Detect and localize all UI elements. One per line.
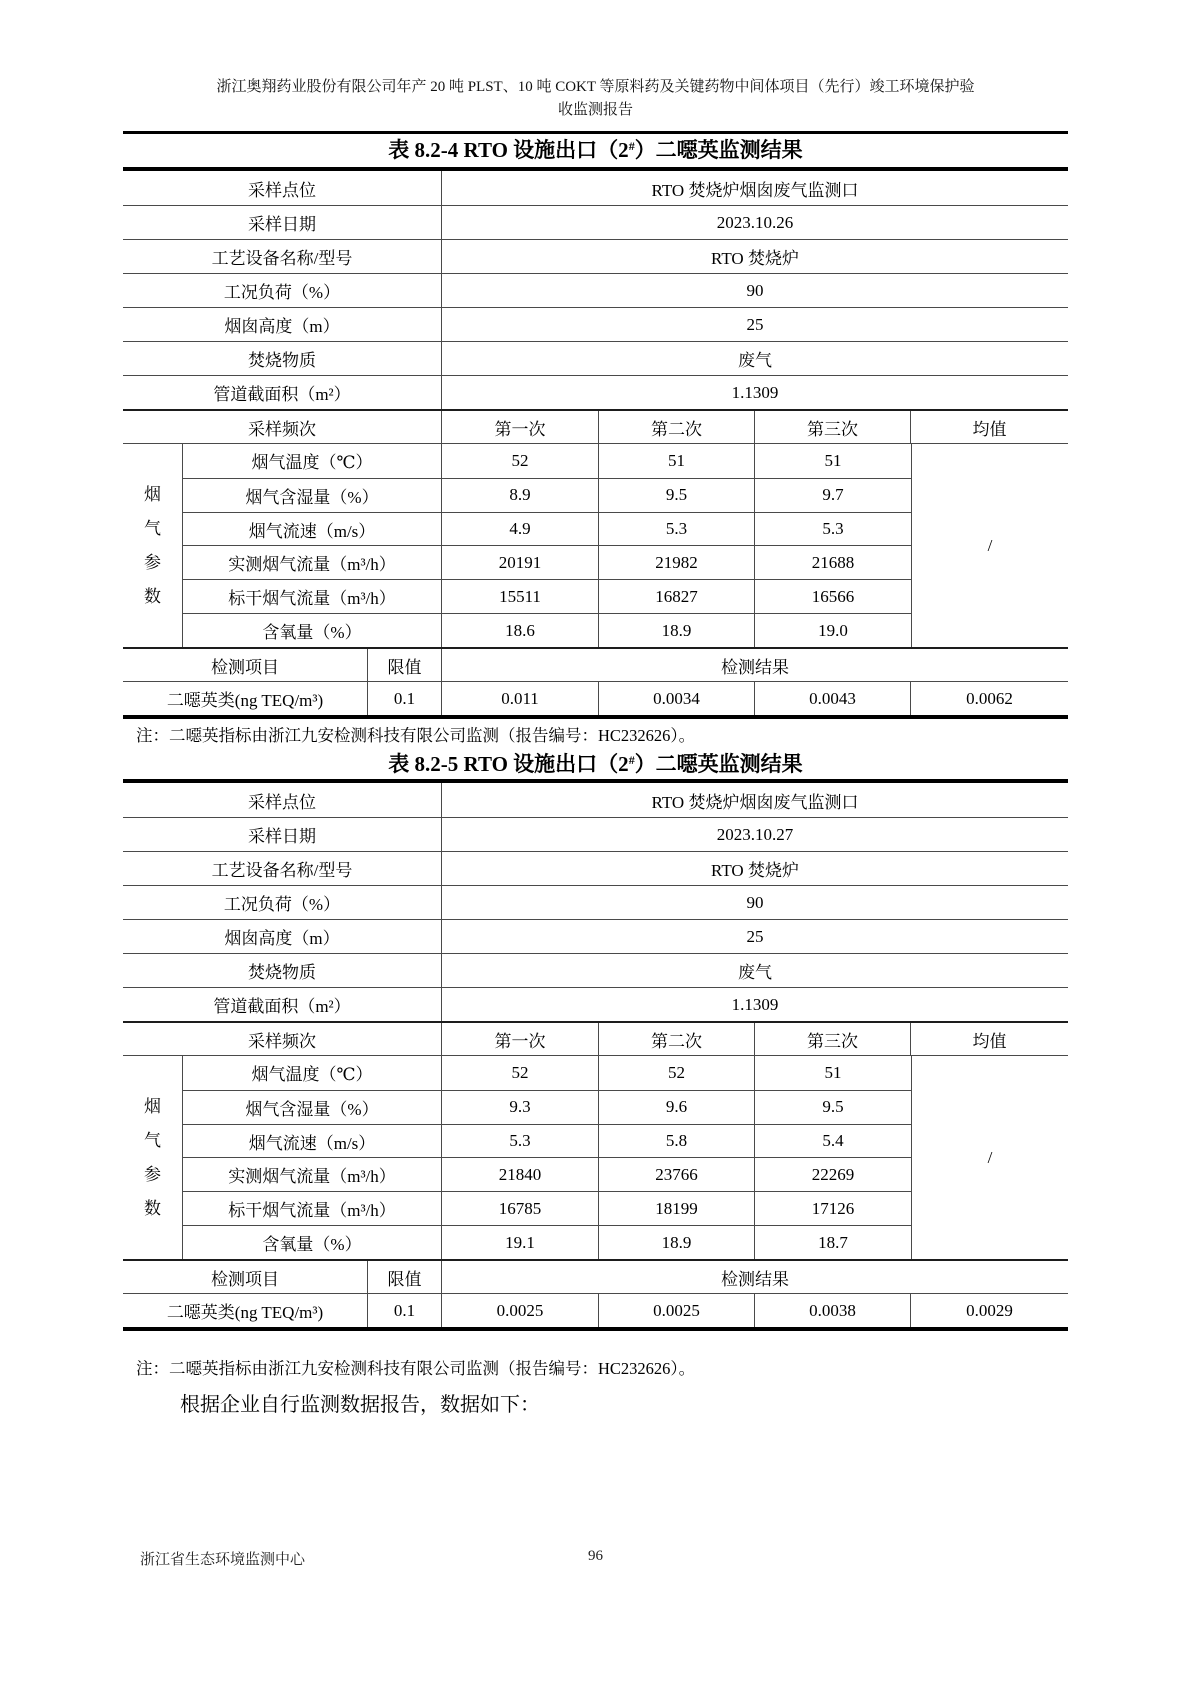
param-label: 烟气含湿量（%） xyxy=(183,479,442,512)
param-label: 实测烟气流量（m³/h） xyxy=(183,546,442,579)
info-label: 管道截面积（m²） xyxy=(123,988,442,1021)
param-value-2: 23766 xyxy=(599,1158,755,1191)
param-row xyxy=(183,1090,911,1124)
info-label: 工艺设备名称/型号 xyxy=(123,852,442,885)
info-value: 90 xyxy=(746,892,764,912)
param-value-1: 21840 xyxy=(442,1158,599,1191)
table-2-title xyxy=(123,751,1068,780)
result-limit-header: 限值 xyxy=(368,649,442,681)
param-value-3: 19.0 xyxy=(818,620,848,640)
result-item-header: 检测项目 xyxy=(123,1261,368,1293)
header-line-1: 浙江奥翔药业股份有限公司年产 20 吨 PLST、10 吨 COKT 等原料药及关键药物中间体项目（先行）竣工环境保护验 xyxy=(216,79,975,95)
param-row xyxy=(183,512,911,546)
param-label: 标干烟气流量（m³/h） xyxy=(183,580,442,613)
param-value-2: 5.8 xyxy=(599,1125,755,1158)
param-group-char: 数 xyxy=(144,1198,161,1218)
param-label: 含氧量（%） xyxy=(183,1226,442,1259)
table-2-title-superscript: # xyxy=(628,753,635,767)
sampling-frequency-header-row xyxy=(123,1021,1068,1055)
result-value-header: 检测结果 xyxy=(721,1269,789,1289)
info-row xyxy=(123,375,1068,409)
param-value-1: 20191 xyxy=(442,546,599,579)
info-value: 1.1309 xyxy=(731,382,779,402)
info-value: 90 xyxy=(746,280,764,300)
info-label: 工况负荷（%） xyxy=(123,886,442,919)
info-row xyxy=(123,987,1068,1021)
flue-gas-parameter-block xyxy=(123,1055,1068,1259)
result-value-header: 检测结果 xyxy=(721,657,789,677)
result-item-header: 检测项目 xyxy=(123,649,368,681)
info-label: 工艺设备名称/型号 xyxy=(123,240,442,273)
info-label: 采样日期 xyxy=(123,206,442,239)
param-value-1: 16785 xyxy=(442,1192,599,1225)
param-rows xyxy=(183,1056,911,1259)
info-label: 采样点位 xyxy=(123,171,442,205)
table-1-title-prefix: 表 8.2-4 RTO 设施出口（2 xyxy=(388,138,629,162)
info-label: 采样点位 xyxy=(123,783,442,817)
param-value-2: 21982 xyxy=(599,546,755,579)
info-row xyxy=(123,341,1068,375)
param-value-1: 15511 xyxy=(442,580,599,613)
dioxin-average: 0.0062 xyxy=(966,688,1013,708)
param-row xyxy=(183,1225,911,1259)
dioxin-result-row xyxy=(123,681,1068,715)
param-value-2: 51 xyxy=(599,444,755,478)
param-group-char: 参 xyxy=(144,552,161,572)
info-value: RTO 焚烧炉 xyxy=(711,861,799,880)
freq-col-1-header: 第一次 xyxy=(442,1023,599,1055)
result-header-row xyxy=(123,1259,1068,1293)
monitoring-table-1 xyxy=(123,167,1068,719)
info-label: 焚烧物质 xyxy=(123,954,442,987)
param-label: 实测烟气流量（m³/h） xyxy=(183,1158,442,1191)
param-value-3: 17126 xyxy=(811,1198,855,1218)
freq-average-header: 均值 xyxy=(972,419,1007,439)
info-row xyxy=(123,307,1068,341)
info-value: 废气 xyxy=(738,963,772,982)
param-value-2: 18.9 xyxy=(599,614,755,647)
result-limit-header: 限值 xyxy=(368,1261,442,1293)
info-label: 工况负荷（%） xyxy=(123,274,442,307)
info-row xyxy=(123,273,1068,307)
param-row xyxy=(183,1056,911,1090)
param-row xyxy=(183,613,911,647)
param-rows xyxy=(183,444,911,647)
header-line-2: 收监测报告 xyxy=(557,102,633,118)
table-1-note: 注：二噁英指标由浙江九安检测科技有限公司监测（报告编号：HC232626）。 xyxy=(136,726,696,745)
info-row xyxy=(123,851,1068,885)
monitoring-table-2 xyxy=(123,779,1068,1331)
table-2-title-prefix: 表 8.2-5 RTO 设施出口（2 xyxy=(388,752,629,776)
info-row xyxy=(123,239,1068,273)
info-value: RTO 焚烧炉烟囱废气监测口 xyxy=(651,792,859,812)
info-label: 管道截面积（m²） xyxy=(123,376,442,409)
table-1-title-suffix: ）二噁英监测结果 xyxy=(634,138,803,162)
param-group-strip xyxy=(123,444,183,647)
param-label: 烟气温度（℃） xyxy=(183,444,442,478)
param-row xyxy=(183,1157,911,1191)
param-row xyxy=(183,545,911,579)
param-group-char: 参 xyxy=(144,1164,161,1184)
closing-paragraph: 根据企业自行监测数据报告，数据如下： xyxy=(180,1394,540,1416)
param-value-3: 51 xyxy=(824,450,842,470)
dioxin-value-1: 0.011 xyxy=(442,682,599,715)
dioxin-value-1: 0.0025 xyxy=(442,1294,599,1327)
param-label: 标干烟气流量（m³/h） xyxy=(183,1192,442,1225)
info-value: RTO 焚烧炉 xyxy=(711,249,799,268)
dioxin-value-3: 0.0038 xyxy=(755,1294,911,1327)
freq-col-2-header: 第二次 xyxy=(599,411,755,443)
param-group-char: 气 xyxy=(144,518,161,538)
info-value: 25 xyxy=(746,926,764,946)
param-row xyxy=(183,1124,911,1158)
param-value-3: 9.5 xyxy=(822,1097,844,1117)
info-row xyxy=(123,817,1068,851)
param-group-char: 烟 xyxy=(144,1096,161,1116)
param-value-1: 52 xyxy=(442,444,599,478)
info-row xyxy=(123,953,1068,987)
page-header xyxy=(123,76,1068,122)
info-row xyxy=(123,171,1068,205)
info-label: 烟囱高度（m） xyxy=(123,920,442,953)
freq-col-3-header: 第三次 xyxy=(755,411,911,443)
param-value-1: 8.9 xyxy=(442,479,599,512)
sampling-frequency-label: 采样频次 xyxy=(123,411,442,443)
param-row xyxy=(183,444,911,478)
dioxin-value-2: 0.0034 xyxy=(599,682,755,715)
freq-col-3-header: 第三次 xyxy=(755,1023,911,1055)
param-average-merged-cell: / xyxy=(911,444,1068,647)
param-label: 含氧量（%） xyxy=(183,614,442,647)
freq-col-2-header: 第二次 xyxy=(599,1023,755,1055)
table-1-title-superscript: # xyxy=(628,139,635,153)
dioxin-limit: 0.1 xyxy=(368,682,442,715)
param-group-char: 气 xyxy=(144,1130,161,1150)
param-row xyxy=(183,1191,911,1225)
sampling-frequency-header-row xyxy=(123,409,1068,443)
table-2-note: 注：二噁英指标由浙江九安检测科技有限公司监测（报告编号：HC232626）。 xyxy=(136,1359,696,1378)
param-value-1: 18.6 xyxy=(442,614,599,647)
param-value-1: 4.9 xyxy=(442,513,599,546)
param-group-char: 数 xyxy=(144,586,161,606)
info-label: 焚烧物质 xyxy=(123,342,442,375)
info-row xyxy=(123,919,1068,953)
param-value-3: 51 xyxy=(824,1062,842,1082)
dioxin-result-row xyxy=(123,1293,1068,1327)
dioxin-average: 0.0029 xyxy=(966,1300,1013,1320)
param-value-1: 5.3 xyxy=(442,1125,599,1158)
dioxin-value-3: 0.0043 xyxy=(755,682,911,715)
info-label: 采样日期 xyxy=(123,818,442,851)
param-value-2: 18.9 xyxy=(599,1226,755,1259)
info-value: 25 xyxy=(746,314,764,334)
dioxin-limit: 0.1 xyxy=(368,1294,442,1327)
param-value-3: 9.7 xyxy=(822,485,844,505)
param-label: 烟气温度（℃） xyxy=(183,1056,442,1090)
param-value-3: 22269 xyxy=(811,1164,855,1184)
param-value-3: 18.7 xyxy=(818,1232,848,1252)
param-row xyxy=(183,478,911,512)
param-value-2: 9.6 xyxy=(599,1091,755,1124)
param-group-strip xyxy=(123,1056,183,1259)
header-rule xyxy=(123,131,1068,134)
table-1-title xyxy=(123,137,1068,166)
freq-average-header: 均值 xyxy=(972,1031,1007,1051)
info-row xyxy=(123,885,1068,919)
info-value: 2023.10.26 xyxy=(716,212,794,232)
param-value-2: 18199 xyxy=(599,1192,755,1225)
param-average-merged-cell: / xyxy=(911,1056,1068,1259)
freq-col-1-header: 第一次 xyxy=(442,411,599,443)
footer-page-number: 96 xyxy=(588,1548,603,1564)
result-header-row xyxy=(123,647,1068,681)
footer-organization: 浙江省生态环境监测中心 xyxy=(140,1552,306,1568)
param-value-3: 5.4 xyxy=(822,1131,844,1151)
param-row xyxy=(183,579,911,613)
param-value-2: 5.3 xyxy=(599,513,755,546)
info-value: 2023.10.27 xyxy=(716,824,794,844)
param-label: 烟气含湿量（%） xyxy=(183,1091,442,1124)
info-value: 1.1309 xyxy=(731,994,779,1014)
param-value-1: 19.1 xyxy=(442,1226,599,1259)
param-value-1: 52 xyxy=(442,1056,599,1090)
param-value-3: 21688 xyxy=(811,552,855,572)
info-row xyxy=(123,783,1068,817)
table-2-title-suffix: ）二噁英监测结果 xyxy=(634,752,803,776)
info-value: RTO 焚烧炉烟囱废气监测口 xyxy=(651,180,859,200)
flue-gas-parameter-block xyxy=(123,443,1068,647)
param-value-2: 9.5 xyxy=(599,479,755,512)
param-label: 烟气流速（m/s） xyxy=(183,1125,442,1158)
param-value-3: 16566 xyxy=(811,586,855,606)
info-row xyxy=(123,205,1068,239)
param-value-3: 5.3 xyxy=(822,519,844,539)
dioxin-value-2: 0.0025 xyxy=(599,1294,755,1327)
sampling-frequency-label: 采样频次 xyxy=(123,1023,442,1055)
dioxin-item: 二噁英类(ng TEQ/m³) xyxy=(123,682,368,715)
info-value: 废气 xyxy=(738,351,772,370)
param-value-1: 9.3 xyxy=(442,1091,599,1124)
dioxin-item: 二噁英类(ng TEQ/m³) xyxy=(123,1294,368,1327)
param-value-2: 52 xyxy=(599,1056,755,1090)
param-value-2: 16827 xyxy=(599,580,755,613)
info-label: 烟囱高度（m） xyxy=(123,308,442,341)
param-group-char: 烟 xyxy=(144,484,161,504)
param-label: 烟气流速（m/s） xyxy=(183,513,442,546)
